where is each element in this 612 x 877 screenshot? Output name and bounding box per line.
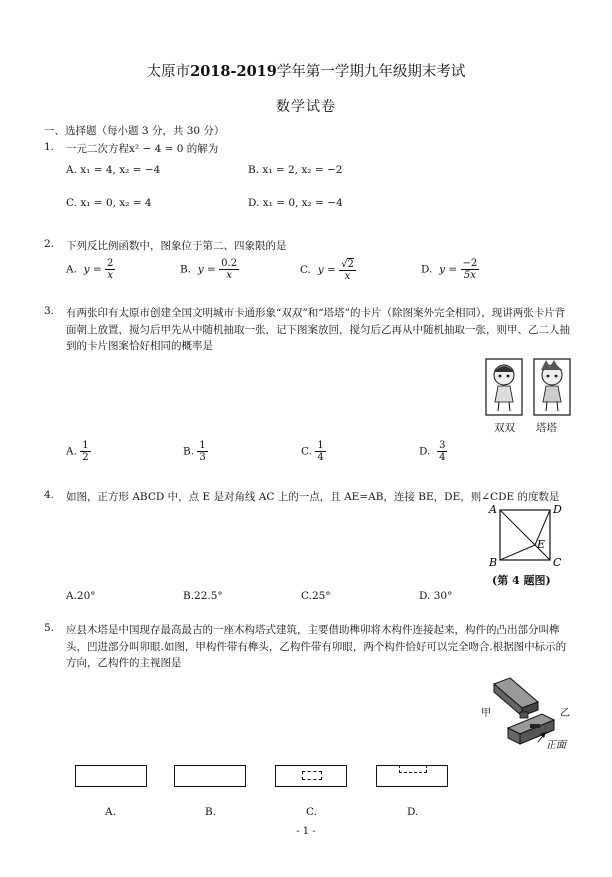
q4-option-d: D. 30° xyxy=(419,590,453,602)
q2-a-fraction xyxy=(105,258,115,281)
q5-option-b-label: B. xyxy=(205,806,217,818)
q5-option-c-label: C. xyxy=(306,806,317,818)
q1-stem: 一元二次方程x² − 4 = 0 的解为 xyxy=(66,143,219,155)
q2-stem: 下列反比例函数中，图象位于第二、四象限的是 xyxy=(66,240,287,252)
q2-c-radicand: 2 xyxy=(347,259,354,270)
q4-figure-caption: (第 4 题图) xyxy=(492,574,551,587)
q3-number: 3. xyxy=(44,305,55,317)
label-a: A xyxy=(489,504,497,516)
q3-a-num: 1 xyxy=(82,440,89,451)
q2-b-fraction xyxy=(219,258,239,281)
card2-caption: 塔塔 xyxy=(536,422,557,434)
q1-option-a: A. x₁ = 4, x₂ = −4 xyxy=(66,164,161,176)
q3-c-num: 1 xyxy=(317,440,324,451)
q5-mortise-figure xyxy=(480,676,576,752)
q5-option-b-figure xyxy=(174,765,246,787)
label-b: B xyxy=(489,556,498,568)
q4-number: 4. xyxy=(44,489,55,501)
q3-option-b xyxy=(183,440,208,463)
label-yi: 乙 xyxy=(560,708,570,719)
card1-caption: 双双 xyxy=(494,422,515,434)
q4-square-figure xyxy=(488,504,564,568)
label-jia: 甲 xyxy=(481,708,491,719)
q2-a-den: x xyxy=(107,270,114,281)
q4-option-c: C.25° xyxy=(301,590,331,602)
q3-cards-figure xyxy=(484,358,574,418)
title-prefix: 太原市 xyxy=(146,64,191,80)
q1-option-b: B. x₁ = 2, x₂ = −2 xyxy=(248,164,343,176)
q3-b-num: 1 xyxy=(199,440,206,451)
label-front: 正面 xyxy=(546,740,566,751)
q3-a-fraction xyxy=(80,440,90,463)
q3-c-den: 4 xyxy=(317,452,324,463)
q3-d-fraction xyxy=(437,440,447,463)
q2-c-den: x xyxy=(344,271,351,282)
q2-d-label: D. xyxy=(421,263,433,276)
q2-b-num: 0.2 xyxy=(221,258,238,269)
q2-d-fraction xyxy=(461,258,480,281)
q2-d-den: 5x xyxy=(463,270,476,281)
q2-option-a xyxy=(66,258,115,281)
q2-option-d xyxy=(421,258,479,281)
q2-c-label: C. xyxy=(300,264,311,276)
q5-option-a-figure xyxy=(75,765,147,787)
q4-stem: 如图，正方形 ABCD 中，点 E 是对角线 AC 上的一点，且 AE=AB，连接 BE，DE，则∠CDE 的度数是 xyxy=(66,491,560,503)
q2-number: 2. xyxy=(44,238,55,250)
q5-number: 5. xyxy=(44,622,55,634)
q2-b-lhs: y = xyxy=(197,263,216,276)
exam-subtitle: 数学试卷 xyxy=(276,99,336,115)
q2-b-label: B. xyxy=(180,263,192,276)
q3-c-fraction xyxy=(315,440,325,463)
q3-b-fraction xyxy=(197,440,207,463)
q2-option-c xyxy=(300,258,356,282)
q2-c-lhs: y = xyxy=(317,264,336,276)
label-e: E xyxy=(537,538,546,551)
page-number: - 1 - xyxy=(296,826,316,837)
q2-a-num: 2 xyxy=(107,258,114,269)
q3-option-a xyxy=(66,440,91,463)
q3-option-d xyxy=(419,440,447,463)
sqrt-sign: √ xyxy=(341,259,348,270)
q3-c-label: C. xyxy=(301,445,312,458)
open-mortise-outline xyxy=(399,765,427,773)
q2-b-den: x xyxy=(226,270,232,281)
label-d: D xyxy=(553,504,562,516)
q1-number: 1. xyxy=(44,141,55,153)
q1-option-c: C. x₁ = 0, x₂ = 4 xyxy=(66,197,152,209)
q5-option-a-label: A. xyxy=(105,806,116,818)
q2-c-fraction xyxy=(339,258,356,282)
q5-option-d-figure xyxy=(376,765,448,787)
diagonal-ac xyxy=(500,510,550,560)
q2-a-label: A. xyxy=(66,263,77,276)
hidden-mortise-outline xyxy=(302,771,322,780)
q4-option-a: A.20° xyxy=(66,590,96,602)
segment-be xyxy=(500,545,535,560)
label-c: C xyxy=(553,556,562,568)
q1-option-d: D. x₁ = 0, x₂ = −4 xyxy=(248,197,343,209)
title-suffix: 学年第一学期九年级期末考试 xyxy=(276,64,466,80)
q3-d-den: 4 xyxy=(439,452,446,463)
exam-title xyxy=(0,60,612,81)
q5-option-c-figure xyxy=(275,765,347,787)
q2-c-num xyxy=(339,258,356,271)
q2-a-lhs: y = xyxy=(83,263,102,276)
q3-option-c xyxy=(301,440,326,463)
q3-b-label: B. xyxy=(183,445,195,458)
title-years: 2018-2019 xyxy=(190,63,277,80)
q3-d-num: 3 xyxy=(439,440,446,451)
q3-a-label: A. xyxy=(66,445,77,458)
section-heading: 一、选择题（每小题 3 分，共 30 分） xyxy=(44,125,225,137)
q4-option-b: B.22.5° xyxy=(183,590,223,602)
q3-d-label: D. xyxy=(419,445,431,458)
q5-stem: 应县木塔是中国现存最高最古的一座木构塔式建筑，主要借助榫卯将木构件连接起来，构件的凸出部分叫榫头，凹进部分叫卯眼.如图，甲构件带有榫头，乙构件带有卯眼，两个构件恰好可以完全吻合.根据图中标示的方向，乙构件的主视图是 xyxy=(66,624,567,669)
component-jia xyxy=(494,678,538,718)
q5-option-d-label: D. xyxy=(407,806,419,818)
q2-d-num: −2 xyxy=(462,258,478,269)
q3-stem: 有两张印有太原市创建全国文明城市卡通形象“双双”和“塔塔”的卡片（除图案外完全相同），现讲两张卡片背面朝上放置，搅匀后甲先从中随机抽取一张，记下图案放回，搅匀后乙再从中随机抽取一张，则甲、乙二人抽到的卡片图案恰好相同的概率是 xyxy=(66,307,570,352)
q3-a-den: 2 xyxy=(82,452,89,463)
q2-d-lhs: y = xyxy=(439,263,458,276)
q3-b-den: 3 xyxy=(199,452,206,463)
q2-option-b xyxy=(180,258,239,281)
